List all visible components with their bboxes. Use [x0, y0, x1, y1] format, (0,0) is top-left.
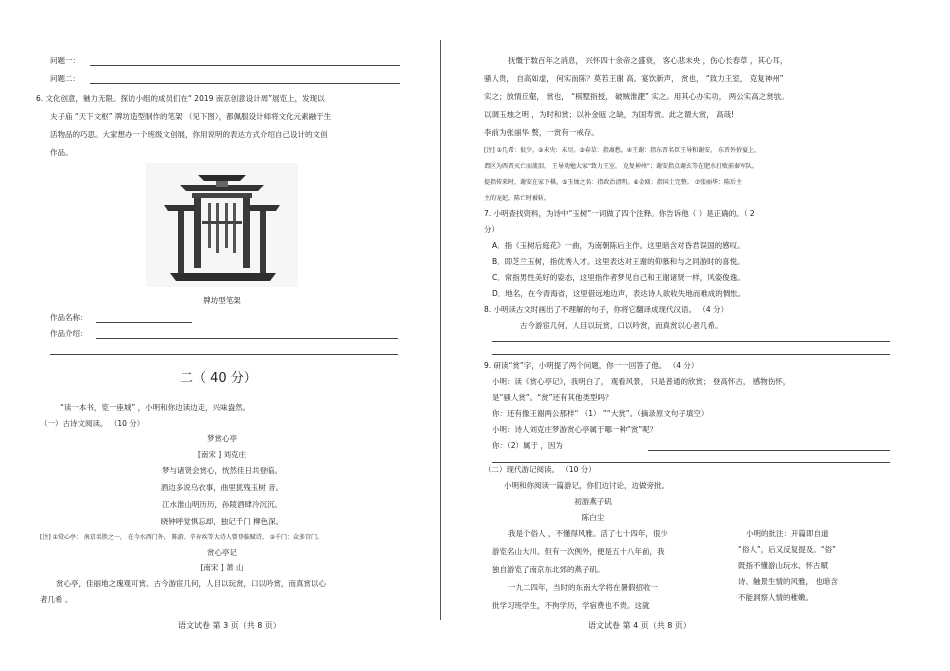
q7-option-a[interactable]: A．指《玉树后庭花》一曲，为南朝陈后主作。这里暗含对昏君误国的感叹。	[492, 241, 745, 250]
left-page	[0, 0, 438, 671]
right-footer: 语文试卷 第 4 页（共 8 页）	[588, 621, 691, 630]
archway-pen-holder-icon	[146, 163, 298, 287]
q8-sentence: 古今游宦几何，人目以玩赏，口以吟赏，而真赏以心者几希。	[520, 321, 723, 330]
q7-stem: 7. 小明查找资料，为诗中“玉树”一词做了四个注释。你告诉他（ ）是正确的。（ 2	[484, 209, 755, 218]
poem-note: [注] ①赏心亭： 南京名胜之一， 在今水西门外， 陈游、辛弃疾等大诗人曾登临赋诗。 ②千门：众多宫门。	[40, 534, 323, 541]
q7-option-c[interactable]: C．常指男性美好的姿态，这里指作者梦见自己和王谢诸贤一样，风姿俊逸。	[492, 273, 745, 282]
image-caption: 牌坊型笔架	[203, 296, 241, 305]
annotation-line-1: 小明的批注：开篇即自道	[746, 529, 829, 538]
q9-line-5: 你：（2）属于 ，因为	[492, 441, 563, 450]
annotation-line-5: 不能洞察人情的稚嫩。	[738, 593, 813, 602]
travel-subsection-title: （二）现代游记阅读。 （10 分）	[484, 465, 596, 474]
q9-answer-line-1[interactable]	[648, 450, 890, 451]
section-two-title: 二（ 40 分）	[180, 371, 257, 386]
q9-stem: 9. 研读“赏”字，小明提了两个问题，你一一回答了他。 （4 分）	[484, 361, 699, 370]
poem-author: [南宋 ] 刘克庄	[197, 450, 247, 459]
annotation-line-4: 诗、触景生情的风雅， 也暗含	[738, 577, 838, 586]
q6-line-1: 6. 文化创意，魅力无限。探访小组的成员们在“ 2019 南京创意设计周”展览上，发现以	[36, 94, 325, 103]
essay-note-4: 主的宠妃，陈亡时被斩。	[484, 195, 551, 202]
essay-cont-line-1: 抚慨于数百年之消息， 兴怀四十余帝之盛衰， 客心悲未央 ，伤心长春草 ，其心耳，	[508, 56, 788, 65]
annotation-line-3: 既指不懂游山玩水、怀古赋	[738, 561, 828, 570]
essay-cont-line-2: 骚人贵， 自高如虚， 何实而陈？莫若王谢 高。宴饮新声， 赏也， “致力王室， 克复神州”	[484, 74, 784, 83]
poetry-subsection-title: （一）古诗文阅读。 （10 分）	[40, 419, 145, 428]
answer-line-q2[interactable]	[90, 83, 400, 84]
poem-line-2: 酒边多说乌衣事，曲里犹残玉树 音。	[160, 483, 284, 492]
poem-line-1: 梦与诸贤会赏心，恍然佳日共登临。	[162, 466, 282, 475]
article-line-5: 批学习班学生，不拘学历，学宿费也不贵。这就	[492, 601, 650, 610]
essay-cont-line-4: 以调玉烛之明 ，为时和赏；以补金瓯 之缺，为国寿赏。此之谓大赏， 高哉!	[484, 110, 735, 119]
article-line-2: 游览名山大川。但有一次例外，便是五十八年前，我	[492, 547, 665, 556]
article-author: 陈白尘	[581, 513, 605, 522]
reading-intro: “读一本书，览一座城” ，小明和你边读边走，兴味盎然。	[60, 403, 251, 412]
q6-line-3: 活物品的巧思。大家想办一个班级文创展，你用说明的表达方式介绍自己设计的文创	[50, 130, 328, 139]
margin-annotation	[738, 526, 838, 606]
answer-line-q1[interactable]	[90, 65, 400, 66]
annotation-line-2: “俗人”，后又反复提及。“俗”	[738, 545, 837, 554]
essay-note-2: 谓区为西晋灭亡而流泪， 王导劝勉大家“致力王室， 克复神州”；谢安指点谢玄等在肥水打败前秦军队。	[484, 163, 759, 170]
work-intro-input-1[interactable]	[96, 338, 398, 339]
q6-line-2: 夫子庙 “天下文枢” 牌坊造型制作的笔架 （见下图），都佩服设计师将文化元素融于生	[50, 112, 332, 121]
essay-line-1: 赏心亭，佳丽地之瑰观可赏。古今游宦几何，人目以玩赏，口以吟赏，而真赏以心	[56, 579, 326, 588]
poem-line-4: 晓钟呼觉惧忘却，独记千门 柳色深。	[160, 517, 284, 526]
pen-holder-image	[146, 163, 298, 287]
essay-note-3: 提指传来时，谢安在家下棋。⑤玉烛之名：指政治清明。⑥金瓯：指国土完整。 ⑦张丽华：陈后主	[484, 179, 743, 186]
essay-line-2: 者几希 。	[40, 595, 73, 604]
work-name-input[interactable]	[96, 322, 192, 323]
work-intro-label: 作品介绍：	[50, 329, 88, 338]
right-page	[448, 0, 950, 671]
left-footer: 语文试卷 第 3 页（共 8 页）	[178, 621, 281, 630]
question-two-label: 问题二：	[50, 74, 80, 83]
article-line-1: 我是个俗人 ，不懂得风雅。活了七十四年，很少	[508, 529, 668, 538]
q6-line-4: 作品。	[50, 148, 73, 157]
q8-answer-line-1[interactable]	[492, 341, 890, 342]
travel-intro: 小明和你阅读一篇游记，你们边讨论，边做旁批。	[504, 481, 669, 490]
q7-stem-cont: 分）	[484, 225, 499, 234]
q8-stem: 8. 小明读古文时画出了不理解的句子，你将它翻译成现代汉语。 （4 分）	[484, 305, 729, 314]
q7-option-b[interactable]: B．即芝兰玉树，指优秀人才。这里表达对王谢的仰慕和与之同游时的喜悦。	[492, 257, 745, 266]
q9-line-1: 小明：读《赏心亭记》，我明白了， 观看风景， 只是普通的欣赏； 登高怀古， 感物伤怀，	[492, 377, 791, 386]
q9-line-3: 你：还有像王谢两公那样“ （1） ”“大赏”。（摘录原文句子填空）	[492, 409, 709, 418]
essay-title: 赏心亭记	[207, 548, 237, 557]
article-line-4: 一九二四年，当时的东南大学将在暑假招收一	[508, 583, 658, 592]
q7-option-d[interactable]: D．地名，在今青海省，这里借远地边声，表达诗人欲收失地而难成的惆怅。	[492, 289, 746, 298]
work-name-label: 作品名称：	[50, 313, 88, 322]
article-title: 初游燕子矶	[574, 497, 612, 506]
essay-author: [南宋 ] 萧 山	[200, 563, 244, 572]
article-line-3: 独自游览了南京东北郊的燕子矶。	[492, 565, 605, 574]
q8-answer-line-2[interactable]	[492, 354, 890, 355]
q9-line-2: 是“骚人赏”。“赏”还有其他类型吗？	[492, 393, 613, 402]
q9-answer-line-2[interactable]	[492, 462, 890, 463]
q9-line-4: 小明：诗人刘克庄梦游赏心亭属于哪一种“赏”呢？	[492, 425, 658, 434]
work-intro-input-2[interactable]	[50, 354, 398, 355]
question-one-label: 问题一：	[50, 56, 80, 65]
essay-cont-line-3: 实之；放情丘壑， 赏也， “棋墅指授， 破贼淮淝” 实之。用其心办实功， 两公实高之赏欤。	[484, 92, 789, 101]
page-divider	[440, 40, 441, 620]
poem-title: 梦赏心亭	[207, 434, 237, 443]
poem-line-3: 江水淮山明历历，孙陵酒肆冷沉沉。	[162, 500, 282, 509]
essay-cont-line-5: 李前为张丽华 赘，一赏有一戒存。	[484, 128, 599, 137]
essay-note-1: [注] ①几希：很少。②未央：未尽。③春草：指离愁。④王谢：指东晋名臣王导和谢安。 东晋外侨宴上，	[484, 147, 761, 154]
